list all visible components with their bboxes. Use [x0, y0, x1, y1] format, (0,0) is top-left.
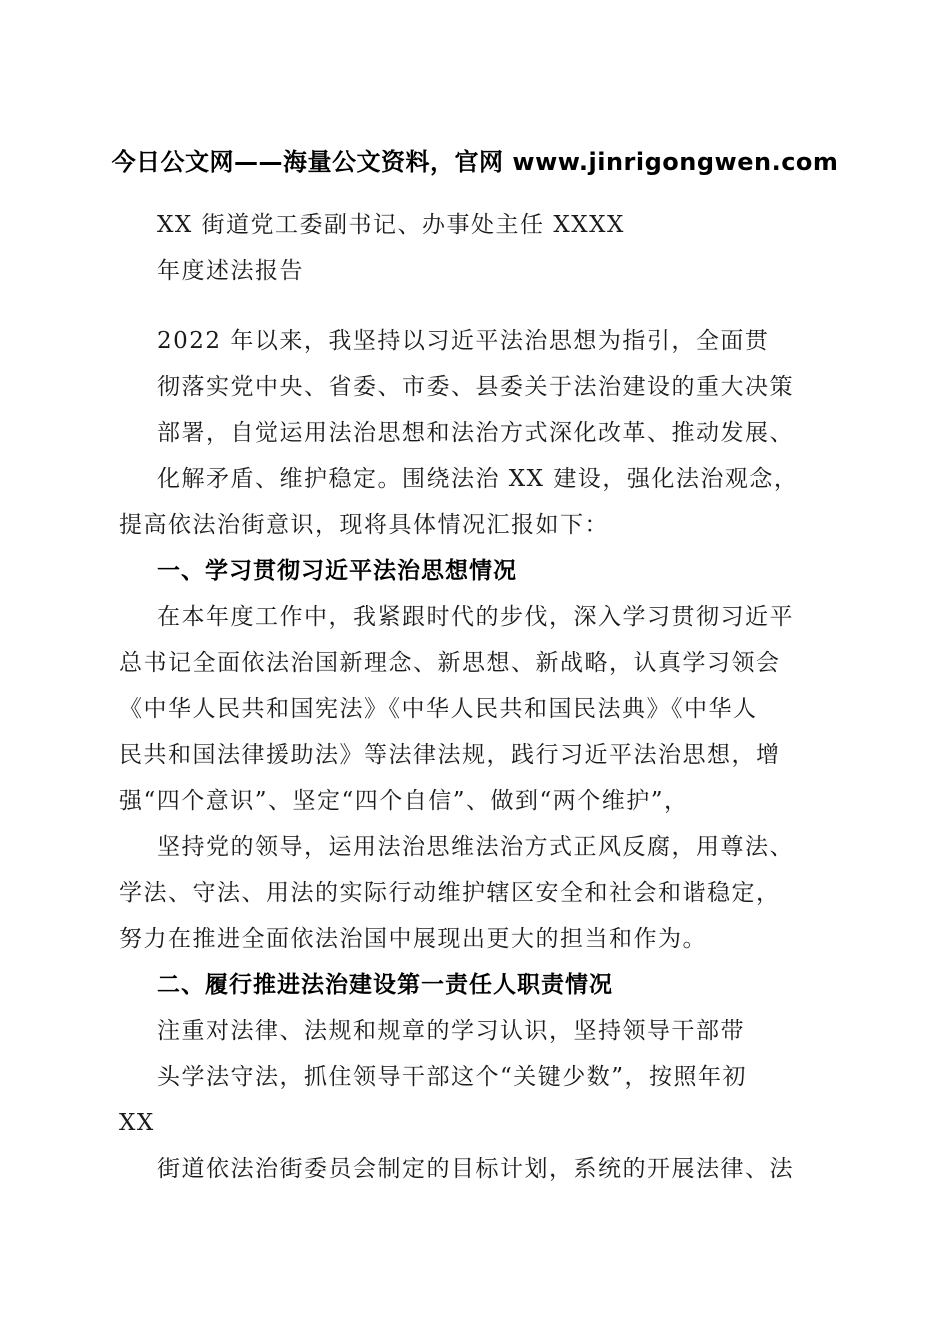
- section-1-paragraph-line: 《中华人民共和国宪法》《中华人民共和国民法典》《中华人: [119, 696, 758, 722]
- intro-line: 部署，自觉运用法治思想和法治方式深化改革、推动发展、: [157, 420, 794, 446]
- intro-line: 提高依法治街意识，现将具体情况汇报如下：: [119, 512, 609, 538]
- section-2-paragraph-line: XX: [119, 1110, 155, 1136]
- section-1-paragraph-line: 民共和国法律援助法》等法律法规，践行习近平法治思想，增: [119, 742, 781, 768]
- page-header: 今日公文网——海量公文资料，官网 www.jinrigongwen.com: [111, 148, 839, 176]
- document-title-line-2: 年度述法报告: [157, 258, 304, 284]
- section-1-paragraph-line: 总书记全面依法治国新理念、新思想、新战略，认真学习领会: [119, 650, 781, 676]
- section-2-paragraph-line: 头学法守法，抓住领导干部这个“关键少数”，按照年初: [157, 1064, 748, 1090]
- section-1-paragraph-line: 学法、守法、用法的实际行动维护辖区安全和社会和谐稳定，: [119, 880, 781, 906]
- intro-line: 2022 年以来，我坚持以习近平法治思想为指引，全面贯: [157, 328, 770, 354]
- section-1-paragraph-line: 强“四个意识”、坚定“四个自信”、做到“两个维护”，: [119, 788, 689, 814]
- section-1-paragraph-line: 在本年度工作中，我紧跟时代的步伐，深入学习贯彻习近平: [157, 604, 794, 630]
- section-2-paragraph-line: 街道依法治街委员会制定的目标计划，系统的开展法律、法: [157, 1156, 794, 1182]
- intro-line: 彻落实党中央、省委、市委、县委关于法治建设的重大决策: [157, 374, 794, 400]
- section-1-paragraph-line: 努力在推进全面依法治国中展现出更大的担当和作为。: [119, 926, 707, 952]
- section-1-paragraph-line: 坚持党的领导，运用法治思维法治方式正风反腐，用尊法、: [157, 834, 794, 860]
- intro-line: 化解矛盾、维护稳定。围绕法治 XX 建设，强化法治观念，: [157, 466, 799, 492]
- section-2-heading: 二、履行推进法治建设第一责任人职责情况: [157, 972, 613, 998]
- document-title-line-1: XX 街道党工委副书记、办事处主任 XXXX: [157, 212, 625, 238]
- section-1-heading: 一、学习贯彻习近平法治思想情况: [157, 558, 517, 584]
- section-2-paragraph-line: 注重对法律、法规和规章的学习认识，坚持领导干部带: [157, 1018, 745, 1044]
